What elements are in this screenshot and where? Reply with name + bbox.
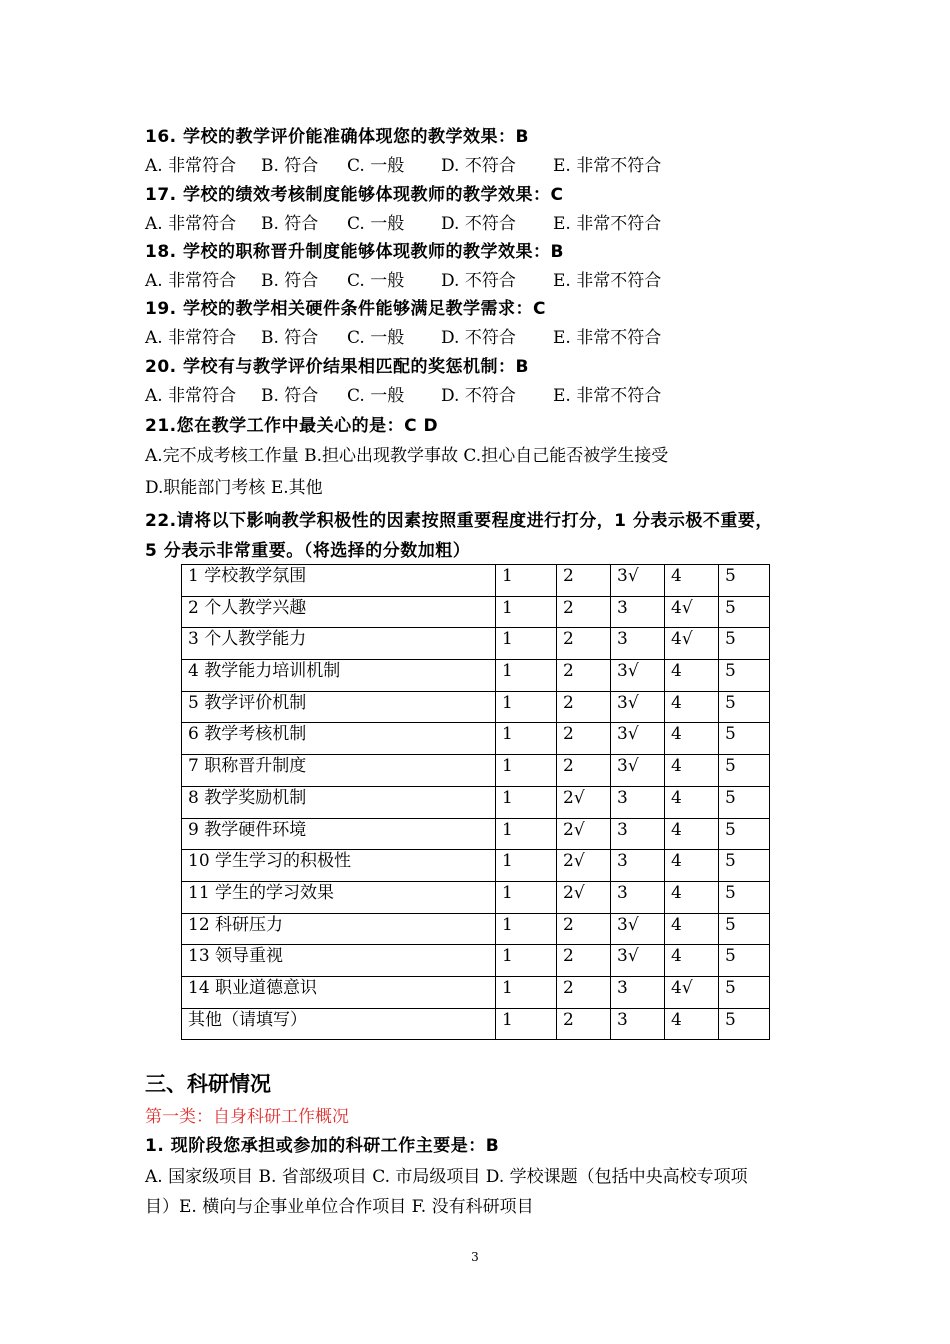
score-cell: 5	[719, 660, 770, 692]
score-cell: 1	[496, 913, 557, 945]
score-cell: 1	[496, 660, 557, 692]
score-cell: 4	[665, 881, 719, 913]
table-row	[182, 945, 770, 977]
score-cell: 3√	[611, 723, 665, 755]
score-cell: 1	[496, 565, 557, 597]
score-cell: 5	[719, 628, 770, 660]
table-row	[182, 913, 770, 945]
table-row	[182, 660, 770, 692]
score-cell: 5	[719, 913, 770, 945]
score-cell: 3	[611, 881, 665, 913]
question-19-options	[145, 323, 667, 348]
option-d: D. 不符合	[441, 386, 516, 406]
question-18-options	[145, 266, 667, 291]
score-cell: 1	[496, 596, 557, 628]
score-cell: 1	[496, 850, 557, 882]
score-cell: 4	[665, 945, 719, 977]
score-cell: 2	[557, 755, 611, 787]
table-row	[182, 881, 770, 913]
option-b: B. 符合	[261, 386, 319, 406]
question-22-title-line1: 22.请将以下影响教学积极性的因素按照重要程度进行打分，1 分表示极不重要，	[145, 511, 773, 531]
score-cell: 3	[611, 818, 665, 850]
score-cell: 2√	[557, 881, 611, 913]
factor-label: 2 个人教学兴趣	[182, 596, 496, 628]
score-cell: 5	[719, 565, 770, 597]
score-cell: 5	[719, 723, 770, 755]
option-c: C. 一般	[347, 214, 405, 234]
question-20-options	[145, 381, 667, 406]
score-cell: 4	[665, 850, 719, 882]
score-cell: 1	[496, 755, 557, 787]
factor-label: 4 教学能力培训机制	[182, 660, 496, 692]
option-e: E. 非常不符合	[553, 156, 662, 176]
table-row	[182, 818, 770, 850]
option-c: C. 一般	[347, 271, 405, 291]
score-cell: 1	[496, 881, 557, 913]
factor-label: 7 职称晋升制度	[182, 755, 496, 787]
score-cell: 2	[557, 691, 611, 723]
option-e: E. 非常不符合	[553, 214, 662, 234]
question-21-title: 21.您在教学工作中最关心的是：C D	[145, 416, 439, 436]
score-cell: 2	[557, 565, 611, 597]
option-b: B. 符合	[261, 328, 319, 348]
factor-label: 5 教学评价机制	[182, 691, 496, 723]
research-question-1-line2: 目）E. 横向与企事业单位合作项目 F. 没有科研项目	[145, 1197, 534, 1217]
option-d: D. 不符合	[441, 156, 516, 176]
score-cell: 1	[496, 976, 557, 1008]
option-b: B. 符合	[261, 214, 319, 234]
research-question-1-title: 1. 现阶段您承担或参加的科研工作主要是：B	[145, 1136, 500, 1156]
table-row	[182, 628, 770, 660]
question-17-title: 17. 学校的绩效考核制度能够体现教师的教学效果：C	[145, 185, 564, 205]
option-a: A. 非常符合	[145, 328, 237, 348]
score-cell: 3√	[611, 565, 665, 597]
section-title: 三、科研情况	[145, 1072, 271, 1096]
score-cell: 2√	[557, 850, 611, 882]
question-17-options	[145, 209, 667, 234]
factor-label: 12 科研压力	[182, 913, 496, 945]
factor-label: 其他（请填写）	[182, 1008, 496, 1040]
question-16-options	[145, 151, 667, 176]
score-cell: 3	[611, 786, 665, 818]
score-cell: 5	[719, 945, 770, 977]
score-cell: 5	[719, 1008, 770, 1040]
score-cell: 4	[665, 755, 719, 787]
score-cell: 4	[665, 723, 719, 755]
option-a: A. 非常符合	[145, 156, 237, 176]
score-cell: 1	[496, 818, 557, 850]
score-cell: 3	[611, 976, 665, 1008]
score-cell: 4√	[665, 976, 719, 1008]
option-e: E. 非常不符合	[553, 271, 662, 291]
score-cell: 4	[665, 660, 719, 692]
score-cell: 2	[557, 723, 611, 755]
question-21-options-line1: A.完不成考核工作量 B.担心出现教学事故 C.担心自己能否被学生接受	[145, 446, 669, 466]
option-a: A. 非常符合	[145, 271, 237, 291]
option-d: D. 不符合	[441, 271, 516, 291]
option-e: E. 非常不符合	[553, 386, 662, 406]
score-cell: 3√	[611, 691, 665, 723]
score-cell: 4	[665, 818, 719, 850]
option-c: C. 一般	[347, 386, 405, 406]
factor-label: 8 教学奖励机制	[182, 786, 496, 818]
table-row	[182, 723, 770, 755]
table-row	[182, 691, 770, 723]
score-cell: 2	[557, 1008, 611, 1040]
page-number: 3	[471, 1250, 479, 1264]
score-cell: 4√	[665, 596, 719, 628]
question-20-title: 20. 学校有与教学评价结果相匹配的奖惩机制：B	[145, 357, 529, 377]
factor-label: 1 学校教学氛围	[182, 565, 496, 597]
score-cell: 1	[496, 1008, 557, 1040]
factor-label: 10 学生学习的积极性	[182, 850, 496, 882]
score-cell: 3√	[611, 913, 665, 945]
score-cell: 5	[719, 881, 770, 913]
option-c: C. 一般	[347, 156, 405, 176]
table-row	[182, 755, 770, 787]
question-21-options-line2: D.职能部门考核 E.其他	[145, 478, 323, 498]
option-e: E. 非常不符合	[553, 328, 662, 348]
table-row	[182, 596, 770, 628]
research-question-1-line1: A. 国家级项目 B. 省部级项目 C. 市局级项目 D. 学校课题（包括中央高校专项项	[145, 1167, 748, 1187]
option-c: C. 一般	[347, 328, 405, 348]
question-16-title: 16. 学校的教学评价能准确体现您的教学效果：B	[145, 127, 529, 147]
option-b: B. 符合	[261, 156, 319, 176]
section-subtitle: 第一类：自身科研工作概况	[145, 1107, 349, 1127]
score-cell: 1	[496, 628, 557, 660]
score-cell: 4	[665, 1008, 719, 1040]
score-cell: 5	[719, 755, 770, 787]
score-cell: 5	[719, 818, 770, 850]
table-row	[182, 786, 770, 818]
score-cell: 2	[557, 660, 611, 692]
score-cell: 4	[665, 691, 719, 723]
rating-table-body	[182, 565, 770, 1040]
score-cell: 3	[611, 628, 665, 660]
option-d: D. 不符合	[441, 214, 516, 234]
question-22-title-line2: 5 分表示非常重要。（将选择的分数加粗）	[145, 541, 471, 561]
score-cell: 5	[719, 850, 770, 882]
score-cell: 2	[557, 628, 611, 660]
question-18-title: 18. 学校的职称晋升制度能够体现教师的教学效果：B	[145, 242, 564, 262]
score-cell: 5	[719, 691, 770, 723]
factor-label: 11 学生的学习效果	[182, 881, 496, 913]
option-b: B. 符合	[261, 271, 319, 291]
score-cell: 1	[496, 691, 557, 723]
score-cell: 4	[665, 786, 719, 818]
score-cell: 2	[557, 596, 611, 628]
table-row	[182, 565, 770, 597]
score-cell: 2√	[557, 786, 611, 818]
score-cell: 4	[665, 565, 719, 597]
option-d: D. 不符合	[441, 328, 516, 348]
factor-label: 3 个人教学能力	[182, 628, 496, 660]
score-cell: 5	[719, 976, 770, 1008]
score-cell: 2√	[557, 818, 611, 850]
factor-label: 13 领导重视	[182, 945, 496, 977]
score-cell: 3√	[611, 945, 665, 977]
factor-label: 6 教学考核机制	[182, 723, 496, 755]
score-cell: 1	[496, 723, 557, 755]
score-cell: 3	[611, 1008, 665, 1040]
score-cell: 5	[719, 786, 770, 818]
factor-label: 14 职业道德意识	[182, 976, 496, 1008]
option-a: A. 非常符合	[145, 386, 237, 406]
factor-label: 9 教学硬件环境	[182, 818, 496, 850]
score-cell: 2	[557, 976, 611, 1008]
score-cell: 2	[557, 913, 611, 945]
score-cell: 3√	[611, 660, 665, 692]
score-cell: 3	[611, 850, 665, 882]
table-row	[182, 976, 770, 1008]
score-cell: 5	[719, 596, 770, 628]
question-19-title: 19. 学校的教学相关硬件条件能够满足教学需求：C	[145, 299, 547, 319]
score-cell: 3√	[611, 755, 665, 787]
table-row	[182, 1008, 770, 1040]
rating-table	[181, 564, 770, 1040]
score-cell: 4	[665, 913, 719, 945]
option-a: A. 非常符合	[145, 214, 237, 234]
score-cell: 1	[496, 945, 557, 977]
table-row	[182, 850, 770, 882]
score-cell: 2	[557, 945, 611, 977]
score-cell: 3	[611, 596, 665, 628]
score-cell: 1	[496, 786, 557, 818]
score-cell: 4√	[665, 628, 719, 660]
